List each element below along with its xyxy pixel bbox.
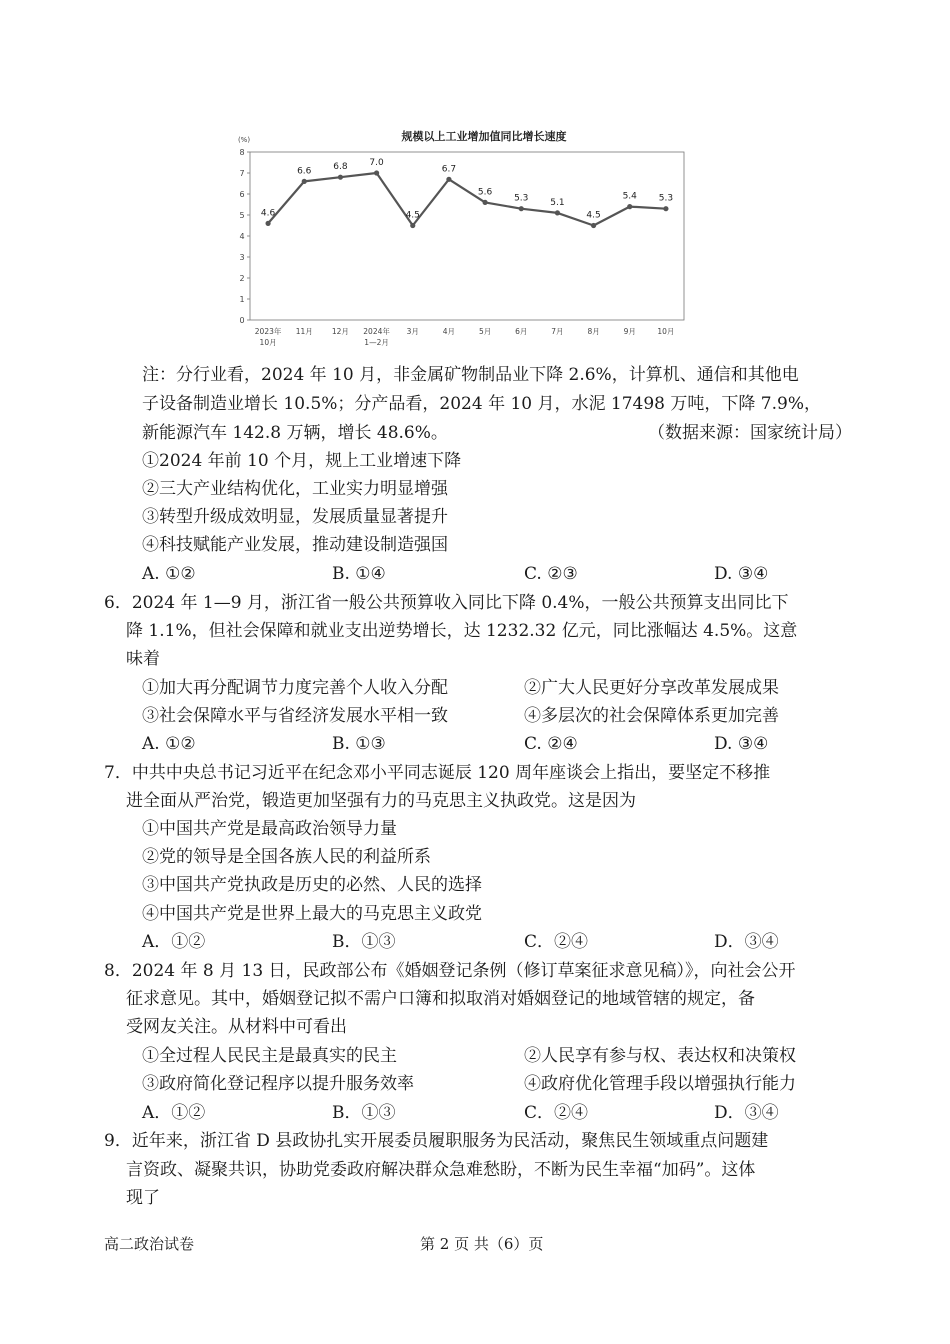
x-tick-label: 11月: [295, 327, 313, 336]
q7-option-1: ①中国共产党是最高政治领导力量: [142, 819, 397, 839]
data-label: 4.5: [405, 210, 420, 221]
chart-title: 规模以上工业增加值同比增长速度: [401, 130, 567, 143]
q8-stem-line-3: 受网友关注。从材料中可看出: [126, 1017, 347, 1037]
q7-stem-line-1: 7．中共中央总书记习近平在纪念邓小平同志诞辰 120 周年座谈会上指出，要坚定不移推: [104, 763, 771, 783]
q6-answer-b[interactable]: B. ①③: [332, 734, 386, 754]
data-label: 5.1: [550, 197, 565, 208]
data-label: 5.3: [514, 193, 529, 204]
x-tick-label: 2024年: [363, 327, 390, 336]
q8-option-1: ①全过程人民民主是最真实的民主: [142, 1046, 397, 1066]
data-point: [555, 210, 560, 215]
data-point: [446, 177, 451, 182]
y-tick-label: 6: [239, 190, 245, 199]
data-point: [374, 170, 379, 175]
data-point: [338, 175, 343, 180]
q8-answer-d[interactable]: D．③④: [714, 1103, 779, 1123]
q7-option-2: ②党的领导是全国各族人民的利益所系: [142, 847, 431, 867]
data-label: 5.3: [658, 193, 674, 204]
data-point: [663, 206, 668, 211]
q6-option-3: ③社会保障水平与省经济发展水平相一致: [142, 706, 448, 726]
q8-option-3: ③政府简化登记程序以提升服务效率: [142, 1074, 414, 1094]
q5-answer-d[interactable]: D. ③④: [714, 564, 769, 584]
line-chart: [228, 120, 688, 356]
note-line-1: 注：分行业看，2024 年 10 月，非金属矿物制品业下降 2.6%，计算机、通信和其他电: [142, 365, 799, 385]
data-point: [265, 221, 270, 226]
x-tick-label: 6月: [515, 327, 528, 336]
x-tick-label: 8月: [587, 327, 600, 336]
x-tick-label: 2023年: [254, 327, 282, 336]
q7-stem-line-2: 进全面从严治党，锻造更加坚强有力的马克思主义执政党。这是因为: [126, 791, 636, 811]
q8-answer-c[interactable]: C．②④: [524, 1103, 589, 1123]
data-point: [591, 223, 596, 228]
q5-answer-b[interactable]: B. ①④: [332, 564, 386, 584]
data-label: 7.0: [369, 158, 384, 168]
y-tick-label: 2: [239, 274, 245, 283]
x-tick-label: 9月: [623, 327, 636, 336]
q5-option-4: ④科技赋能产业发展，推动建设制造强国: [142, 535, 448, 555]
x-tick-label: 1—2月: [364, 338, 389, 347]
x-tick-label: 4月: [442, 327, 456, 336]
q8-answer-b[interactable]: B．①③: [332, 1103, 396, 1123]
q6-answer-c[interactable]: C. ②④: [524, 734, 578, 754]
q7-answer-c[interactable]: C．②④: [524, 932, 589, 952]
q6-answer-d[interactable]: D. ③④: [714, 734, 769, 754]
x-tick-label: 10月: [657, 327, 675, 336]
y-axis-unit: (%): [237, 136, 251, 144]
data-label: 6.8: [333, 162, 348, 173]
y-tick-label: 3: [239, 253, 245, 262]
q8-option-4: ④政府优化管理手段以增强执行能力: [524, 1074, 796, 1094]
q5-answer-c[interactable]: C. ②③: [524, 564, 578, 584]
q7-answer-d[interactable]: D．③④: [714, 932, 779, 952]
data-label: 6.7: [441, 164, 457, 175]
note-line-2: 子设备制造业增长 10.5%；分产品看，2024 年 10 月，水泥 17498 万吨，下降 7.9%，: [142, 394, 821, 414]
y-tick-label: 8: [239, 148, 245, 157]
y-tick-label: 0: [239, 316, 245, 325]
data-label: 6.6: [297, 166, 312, 177]
data-point: [410, 223, 415, 228]
data-source: （数据来源：国家统计局）: [648, 423, 852, 443]
q6-answer-a[interactable]: A. ①②: [142, 734, 196, 754]
q5-option-3: ③转型升级成效明显，发展质量显著提升: [142, 507, 448, 527]
data-label: 5.6: [477, 187, 493, 198]
series-line: [268, 173, 666, 226]
q5-option-2: ②三大产业结构优化，工业实力明显增强: [142, 479, 448, 499]
note-line-3: 新能源汽车 142.8 万辆，增长 48.6%。: [142, 423, 448, 443]
q6-stem-line-2: 降 1.1%，但社会保障和就业支出逆势增长，达 1232.32 亿元，同比涨幅达 4.5%。这意: [126, 621, 798, 641]
data-label: 4.6: [260, 208, 276, 219]
x-tick-label: 5月: [478, 327, 492, 336]
q7-answer-a[interactable]: A．①②: [142, 932, 206, 952]
q7-option-4: ④中国共产党是世界上最大的马克思主义政党: [142, 904, 482, 924]
q8-stem-line-2: 征求意见。其中，婚姻登记拟不需户口簿和拟取消对婚姻登记的地域管辖的规定，备: [126, 989, 755, 1009]
footer-page-number: 第 2 页 共（6）页: [420, 1235, 544, 1253]
y-tick-label: 4: [239, 232, 245, 241]
q8-answer-a[interactable]: A．①②: [142, 1103, 206, 1123]
y-tick-label: 5: [239, 211, 245, 220]
plot-frame: [250, 152, 684, 320]
q7-answer-b[interactable]: B．①③: [332, 932, 396, 952]
x-tick-label: 12月: [331, 327, 349, 336]
data-point: [519, 206, 524, 211]
q6-stem-line-1: 6．2024 年 1—9 月，浙江省一般公共预算收入同比下降 0.4%，一般公共预算支出同比下: [104, 593, 789, 613]
data-label: 5.4: [622, 191, 637, 202]
q5-answer-a[interactable]: A. ①②: [142, 564, 196, 584]
q9-stem-line-2: 言资政、凝聚共识，协助党委政府解决群众急难愁盼，不断为民生幸福“加码”。这体: [126, 1160, 756, 1180]
q5-option-1: ①2024 年前 10 个月，规上工业增速下降: [142, 451, 462, 471]
y-tick-label: 7: [239, 169, 245, 178]
data-label: 4.5: [586, 210, 601, 221]
q6-option-2: ②广大人民更好分享改革发展成果: [524, 678, 779, 698]
q6-option-4: ④多层次的社会保障体系更加完善: [524, 706, 779, 726]
y-tick-label: 1: [239, 295, 245, 304]
data-point: [482, 200, 487, 205]
q8-stem-line-1: 8．2024 年 8 月 13 日，民政部公布《婚姻登记条例（修订草案征求意见稿）》，向社会公开: [104, 961, 796, 981]
data-point: [627, 204, 632, 209]
q6-option-1: ①加大再分配调节力度完善个人收入分配: [142, 678, 448, 698]
footer-subject: 高二政治试卷: [104, 1235, 195, 1253]
x-tick-label: 3月: [406, 327, 419, 336]
data-point: [302, 179, 307, 184]
q9-stem-line-3: 现了: [126, 1188, 160, 1208]
q7-option-3: ③中国共产党执政是历史的必然、人民的选择: [142, 875, 482, 895]
x-tick-label: 10月: [259, 338, 277, 347]
x-tick-label: 7月: [551, 327, 564, 336]
q8-option-2: ②人民享有参与权、表达权和决策权: [524, 1046, 796, 1066]
q9-stem-line-1: 9．近年来，浙江省 D 县政协扎实开展委员履职服务为民活动，聚焦民生领域重点问题建: [104, 1131, 769, 1151]
q6-stem-line-3: 味着: [126, 649, 160, 669]
